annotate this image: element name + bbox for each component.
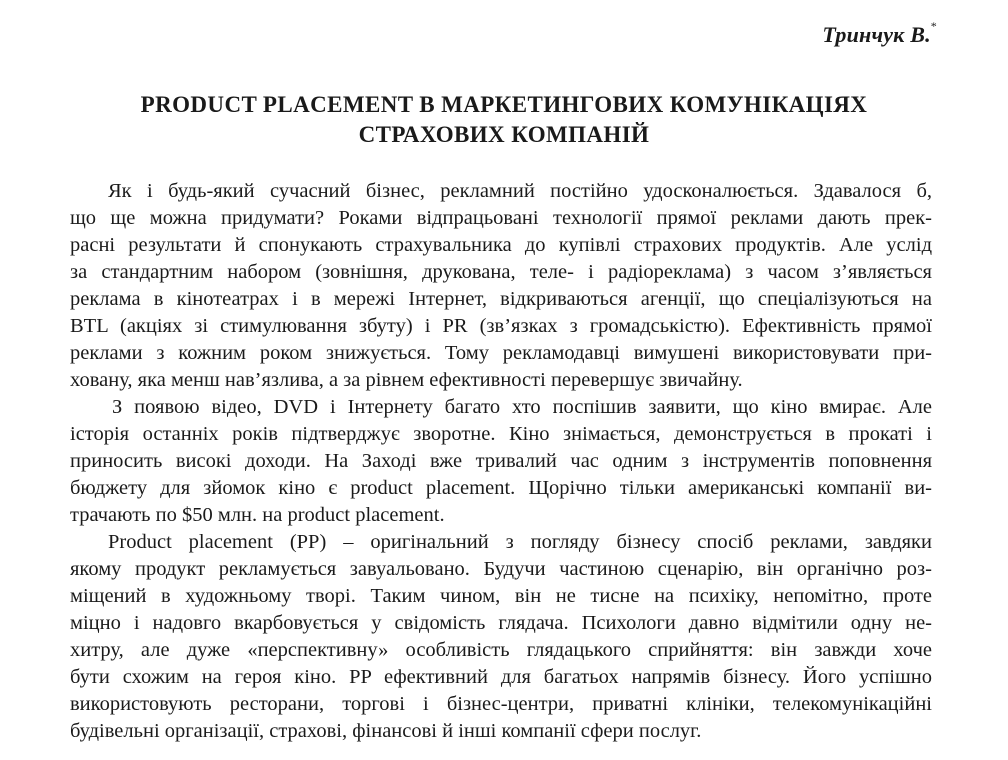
text-line: історія останніх років підтверджує зворотне. Кіно знімається, демонструється в прокаті і bbox=[70, 423, 932, 445]
paragraph-2 bbox=[70, 394, 932, 529]
text-line: реклама в кінотеатрах і в мережі Інтернет, відкриваються агенції, що спеціалізуються на bbox=[70, 288, 932, 310]
text-line: що ще можна придумати? Роками відпрацьовані технології прямої реклами дають прек- bbox=[70, 207, 932, 229]
text-line: хитру, але дуже «перспективну» особливість глядацького сприйняття: він завжди хоче bbox=[70, 639, 932, 661]
text-line: бюджету для зйомок кіно є product placement. Щорічно тільки американські компанії ви- bbox=[70, 477, 932, 499]
footnote-mark: * bbox=[930, 18, 937, 33]
text-line: З появою відео, DVD і Інтернету багато хто поспішив заявити, що кіно вмирає. Але bbox=[112, 396, 932, 418]
title-line-1: PRODUCT PLACEMENT В МАРКЕТИНГОВИХ КОМУНІКАЦІЯХ bbox=[140, 92, 868, 117]
article-title bbox=[70, 90, 938, 150]
text-line: за стандартним набором (зовнішня, друкована, теле- і радіореклама) з часом з’являється bbox=[70, 261, 932, 283]
text-line: реклами з кожним роком знижується. Тому рекламодавці вимушені використовувати при- bbox=[70, 342, 932, 364]
paragraph-1 bbox=[70, 178, 932, 394]
article-body bbox=[70, 178, 932, 745]
text-line: якому продукт рекламується завуальовано. Будучи частиною сценарію, він органічно роз- bbox=[70, 558, 932, 580]
text-line: будівельні організації, страхові, фінансові й інші компанії сфери послуг. bbox=[70, 720, 702, 742]
text-line: міщений в художньому творі. Таким чином, він не тисне на психіку, непомітно, проте bbox=[70, 585, 932, 607]
text-line: бути схожим на героя кіно. PP ефективний для багатьох напрямів бізнесу. Його успішно bbox=[70, 666, 932, 688]
paragraph-3 bbox=[70, 529, 932, 745]
text-line: Product placement (PP) – оригінальний з погляду бізнесу спосіб реклами, завдяки bbox=[108, 531, 932, 553]
text-line: використовують ресторани, торгові і бізнес-центри, приватні клініки, телекомунікаційні bbox=[70, 693, 932, 715]
text-line: Як і будь-який сучасний бізнес, рекламний постійно удосконалюється. Здавалося б, bbox=[108, 180, 932, 202]
text-line: міцно і надовго вкарбовується у свідомість глядача. Психологи давно відмітили одну не- bbox=[70, 612, 932, 634]
text-line: трачають по $50 млн. на product placement. bbox=[70, 504, 445, 526]
text-line: приносить високі доходи. На Заході вже тривалий час одним з інструментів поповнення bbox=[70, 450, 932, 472]
author-name bbox=[822, 18, 937, 48]
text-line: ховану, яка менш нав’язлива, а за рівнем ефективності перевершує звичайну. bbox=[70, 369, 743, 391]
text-line: BTL (акціях зі стимулювання збуту) і PR (зв’язках з громадськістю). Ефективність прямої bbox=[70, 315, 932, 337]
author-text: Тринчук В. bbox=[822, 22, 931, 47]
text-line: расні результати й спонукають страхувальника до купівлі страхових продуктів. Але услід bbox=[70, 234, 932, 256]
title-line-2: СТРАХОВИХ КОМПАНІЙ bbox=[358, 122, 650, 147]
